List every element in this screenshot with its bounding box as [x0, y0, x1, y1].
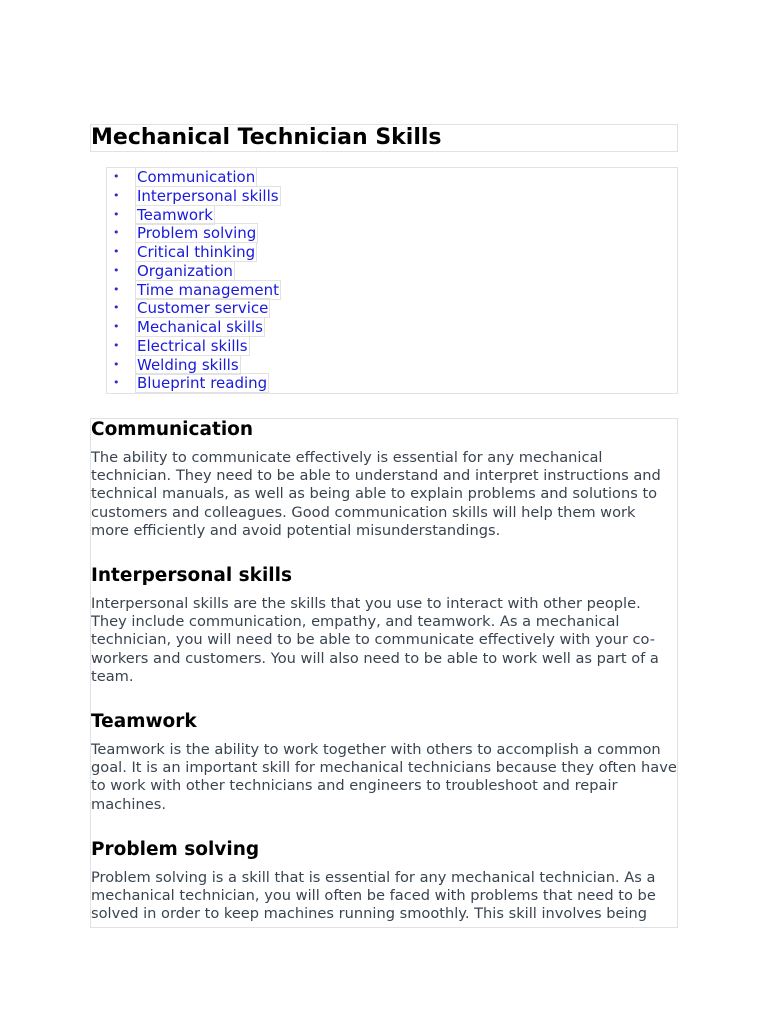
toc-link-electrical-skills[interactable]: Electrical skills — [137, 336, 248, 355]
toc-item-problem-solving — [107, 224, 677, 243]
section-heading: Problem solving — [91, 838, 260, 860]
toc-link-welding-skills[interactable]: Welding skills — [137, 355, 239, 374]
toc-list — [107, 168, 677, 393]
bullet-icon: • — [113, 226, 120, 240]
bullet-icon: • — [113, 245, 120, 258]
page-title: Mechanical Technician Skills — [91, 125, 442, 150]
bullet-icon: • — [113, 207, 120, 221]
toc-link-problem-solving[interactable]: Problem solving — [137, 224, 257, 243]
section-body: Teamwork is the ability to work together with others to accomplish a common goal. It is an important skill for mechanical technicians because they often have to work with other technicians and engineers to troubleshoot and repair machines. — [91, 741, 677, 813]
bullet-icon: • — [113, 338, 120, 352]
section-body: Problem solving is a skill that is essential for any mechanical technician. As a mechanical technician, you will often be faced with problems that need to be solved in order to keep machines running smoothly. This skill involves being — [91, 868, 656, 923]
toc-link-critical-thinking[interactable]: Critical thinking — [137, 243, 256, 261]
table-of-contents — [106, 167, 678, 394]
bullet-icon: • — [113, 320, 120, 333]
toc-item-time-management — [107, 281, 677, 300]
toc-item-organization — [107, 262, 677, 281]
toc-item-interpersonal-skills — [107, 187, 677, 206]
section-body: Interpersonal skills are the skills that you use to interact with other people. They include communication, empathy, and teamwork. As a mechanical technician, you will need to be able to communicate effectively with your co-workers and customers. You will also need to be able to work well as part of a team. — [91, 595, 659, 685]
bullet-icon: • — [113, 188, 120, 202]
toc-link-interpersonal-skills[interactable]: Interpersonal skills — [137, 186, 279, 205]
toc-link-time-management[interactable]: Time management — [137, 280, 279, 299]
toc-link-organization[interactable]: Organization — [137, 261, 233, 280]
toc-link-mechanical-skills[interactable]: Mechanical skills — [137, 318, 263, 336]
section-interpersonal-skills — [91, 565, 677, 686]
section-body: The ability to communicate effectively is essential for any mechanical technician. They need to be able to understand and interpret instructions and technical manuals, as well as being able to explain problems and solutions to customers and colleagues. Good communication skills will help them work more efficiently and avoid potential misunderstandings. — [91, 449, 661, 539]
toc-item-communication — [107, 168, 677, 187]
title-container — [90, 124, 678, 152]
section-teamwork — [91, 711, 677, 814]
article-content — [90, 418, 678, 928]
section-heading: Teamwork — [91, 711, 197, 733]
bullet-icon: • — [113, 357, 120, 371]
toc-item-teamwork — [107, 206, 677, 225]
toc-item-critical-thinking — [107, 243, 677, 262]
toc-link-communication[interactable]: Communication — [137, 168, 256, 186]
bullet-icon: • — [113, 170, 120, 183]
section-problem-solving — [91, 839, 677, 924]
bullet-icon: • — [113, 282, 120, 296]
section-communication — [91, 419, 677, 540]
toc-item-welding-skills — [107, 356, 677, 375]
section-heading: Communication — [91, 419, 254, 440]
toc-link-blueprint-reading[interactable]: Blueprint reading — [137, 374, 268, 393]
toc-item-mechanical-skills — [107, 318, 677, 337]
toc-item-electrical-skills — [107, 337, 677, 356]
toc-link-customer-service[interactable]: Customer service — [137, 299, 269, 318]
bullet-icon: • — [113, 263, 120, 277]
bullet-icon: • — [113, 301, 120, 315]
toc-item-customer-service — [107, 299, 677, 318]
section-heading: Interpersonal skills — [91, 565, 292, 587]
bullet-icon: • — [113, 376, 120, 390]
toc-link-teamwork[interactable]: Teamwork — [137, 205, 213, 224]
toc-item-blueprint-reading — [107, 374, 677, 393]
